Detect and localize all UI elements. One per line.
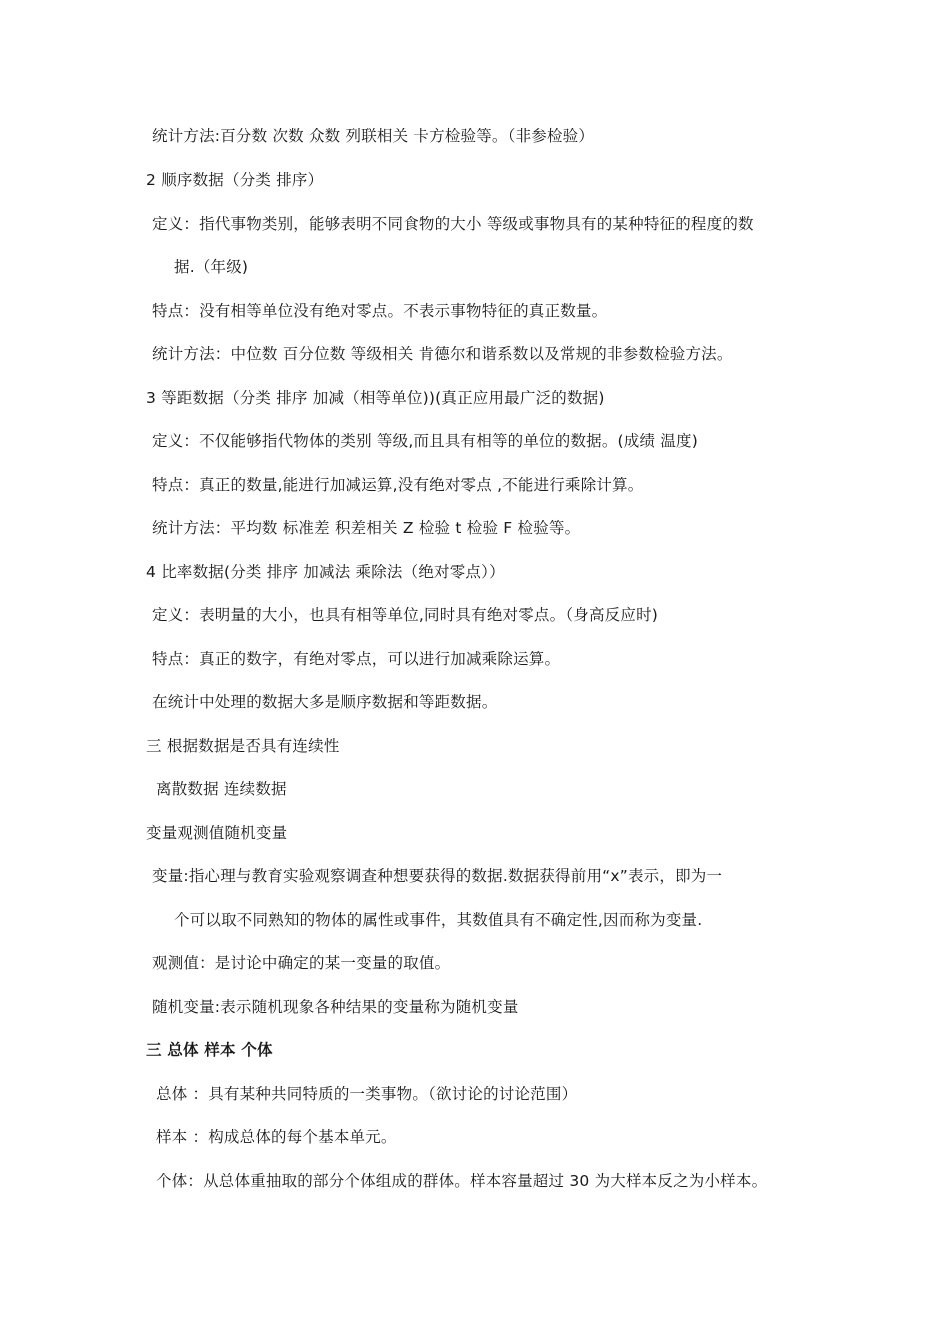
line-interval-definition: 定义：不仅能够指代物体的类别 等级,而且具有相等的单位的数据。(成绩 温度) xyxy=(152,432,698,450)
line-individual: 个体：从总体重抽取的部分个体组成的群体。样本容量超过 30 为大样本反之为小样本。 xyxy=(156,1172,768,1190)
line-population: 总体 ：具有某种共同特质的一类事物。（欲讨论的讨论范围） xyxy=(156,1085,578,1103)
line-ordinal-feature: 特点：没有相等单位没有绝对零点。不表示事物特征的真正数量。 xyxy=(152,302,608,320)
line-variable-definition: 变量:指心理与教育实验观察调查种想要获得的数据.数据获得前用“x”表示，即为一 xyxy=(152,867,723,885)
line-interval-stat-method: 统计方法：平均数 标准差 积差相关 Z 检验 t 检验 F 检验等。 xyxy=(152,519,581,537)
line-ratio-definition: 定义：表明量的大小，也具有相等单位,同时具有绝对零点。（身高反应时) xyxy=(152,606,659,624)
line-ratio-feature: 特点：真正的数字，有绝对零点，可以进行加减乘除运算。 xyxy=(152,650,561,668)
heading-continuity: 三 根据数据是否具有连续性 xyxy=(146,737,340,755)
line-ordinal-definition-cont: 据.（年级) xyxy=(174,258,249,276)
line-random-variable: 随机变量:表示随机现象各种结果的变量称为随机变量 xyxy=(152,998,519,1016)
heading-interval-data: 3 等距数据（分类 排序 加减（相等单位))(真正应用最广泛的数据) xyxy=(146,389,605,407)
line-ordinal-definition: 定义：指代事物类别，能够表明不同食物的大小 等级或事物具有的某种特征的程度的数 xyxy=(152,215,754,233)
heading-ratio-data: 4 比率数据(分类 排序 加减法 乘除法（绝对零点）） xyxy=(146,563,505,581)
heading-variables: 变量观测值随机变量 xyxy=(146,824,288,842)
line-stat-method-1: 统计方法:百分数 次数 众数 列联相关 卡方检验等。（非参检验） xyxy=(152,127,595,145)
line-summary: 在统计中处理的数据大多是顺序数据和等距数据。 xyxy=(152,693,498,711)
line-ordinal-stat-method: 统计方法：中位数 百分位数 等级相关 肯德尔和谐系数以及常规的非参数检验方法。 xyxy=(152,345,733,363)
line-observed-value: 观测值：是讨论中确定的某一变量的取值。 xyxy=(152,954,451,972)
line-variable-definition-cont: 个可以取不同熟知的物体的属性或事件，其数值具有不确定性,因而称为变量. xyxy=(174,911,703,929)
line-sample: 样本 ：构成总体的每个基本单元。 xyxy=(156,1128,397,1146)
line-interval-feature: 特点：真正的数量,能进行加减运算,没有绝对零点 ,不能进行乘除计算。 xyxy=(152,476,644,494)
heading-ordinal-data: 2 顺序数据（分类 排序） xyxy=(146,171,324,189)
heading-population-sample: 三 总体 样本 个体 xyxy=(146,1041,273,1059)
line-discrete-continuous: 离散数据 连续数据 xyxy=(156,780,287,798)
